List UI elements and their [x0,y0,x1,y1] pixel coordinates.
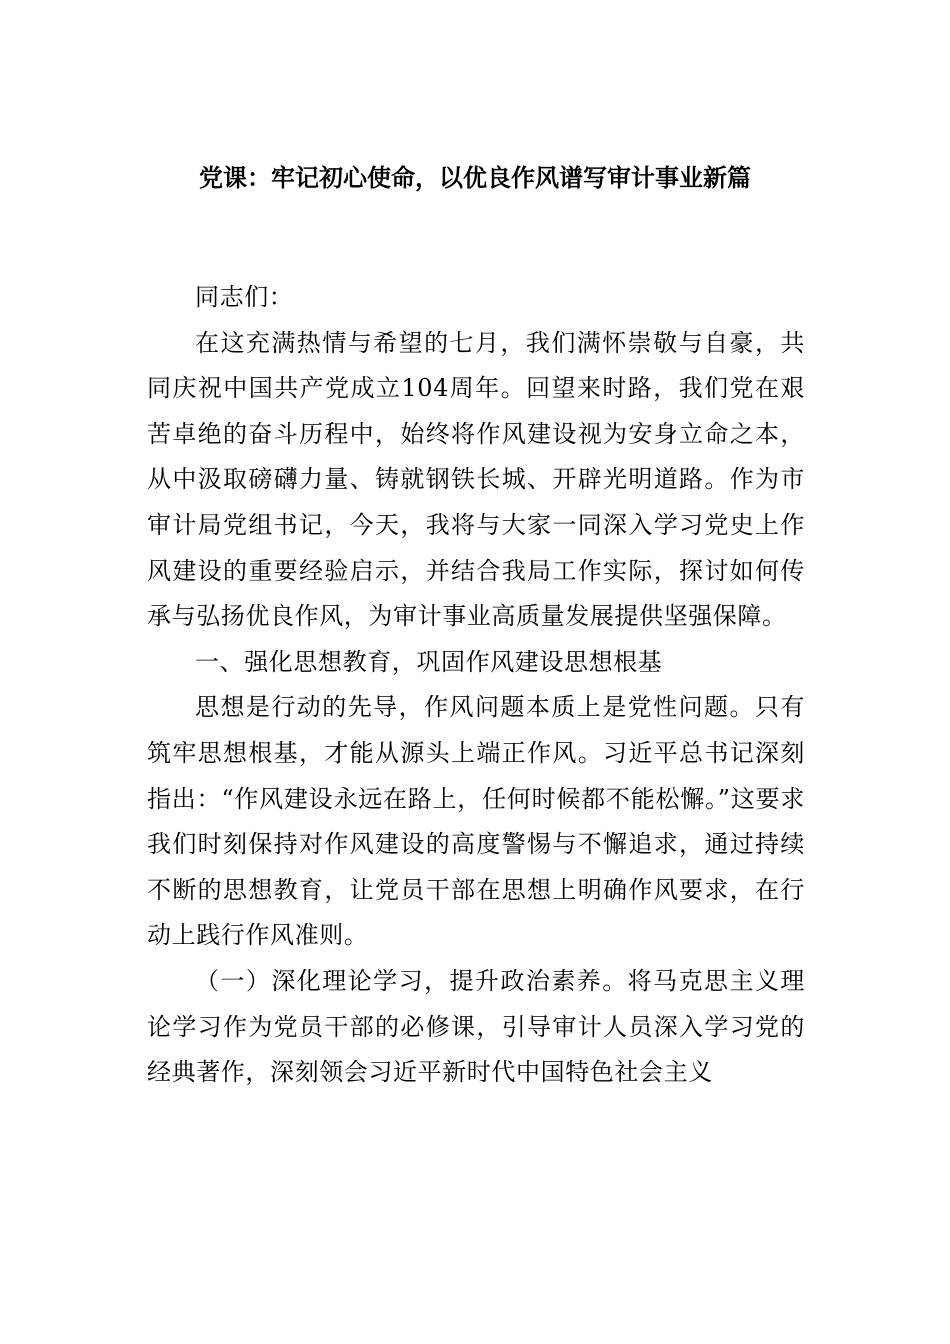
subsection-paragraph: （一）深化理论学习，提升政治素养。将马克思主义理论学习作为党员干部的必修课，引导审计人员深入学习党的经典著作，深刻领会习近平新时代中国特色社会主义 [147,966,805,1087]
document-body [147,275,805,1096]
section-heading: 一、强化思想教育，巩固作风建设思想根基 [195,647,663,676]
salutation-paragraph: 同志们： [195,283,294,311]
body-paragraph: 思想是行动的先导，作风问题本质上是党性问题。只有筑牢思想根基，才能从源头上端正作风。习近平总书记深刻指出：“作风建设永远在路上，任何时候都不能松懈。”这要求我们时刻保持对作风建设的高度警惕与不懈追求，通过持续不断的思想教育，让党员干部在思想上明确作风要求，在行动上践行作风准则。 [147,693,805,950]
intro-paragraph: 在这充满热情与希望的七月，我们满怀崇敬与自豪，共同庆祝中国共产党成立104周年。回望来时路，我们党在艰苦卓绝的奋斗历程中，始终将作风建设视为安身立命之本，从中汲取磅礴力量、铸就钢铁长城、开辟光明道路。作为市审计局党组书记，今天，我将与大家一同深入学习党史上作风建设的重要经验启示，并结合我局工作实际，探讨如何传承与弘扬优良作风，为审计事业高质量发展提供坚强保障。 [147,328,805,631]
document-title: 党课：牢记初心使命，以优良作风谱写审计事业新篇 [199,163,751,192]
